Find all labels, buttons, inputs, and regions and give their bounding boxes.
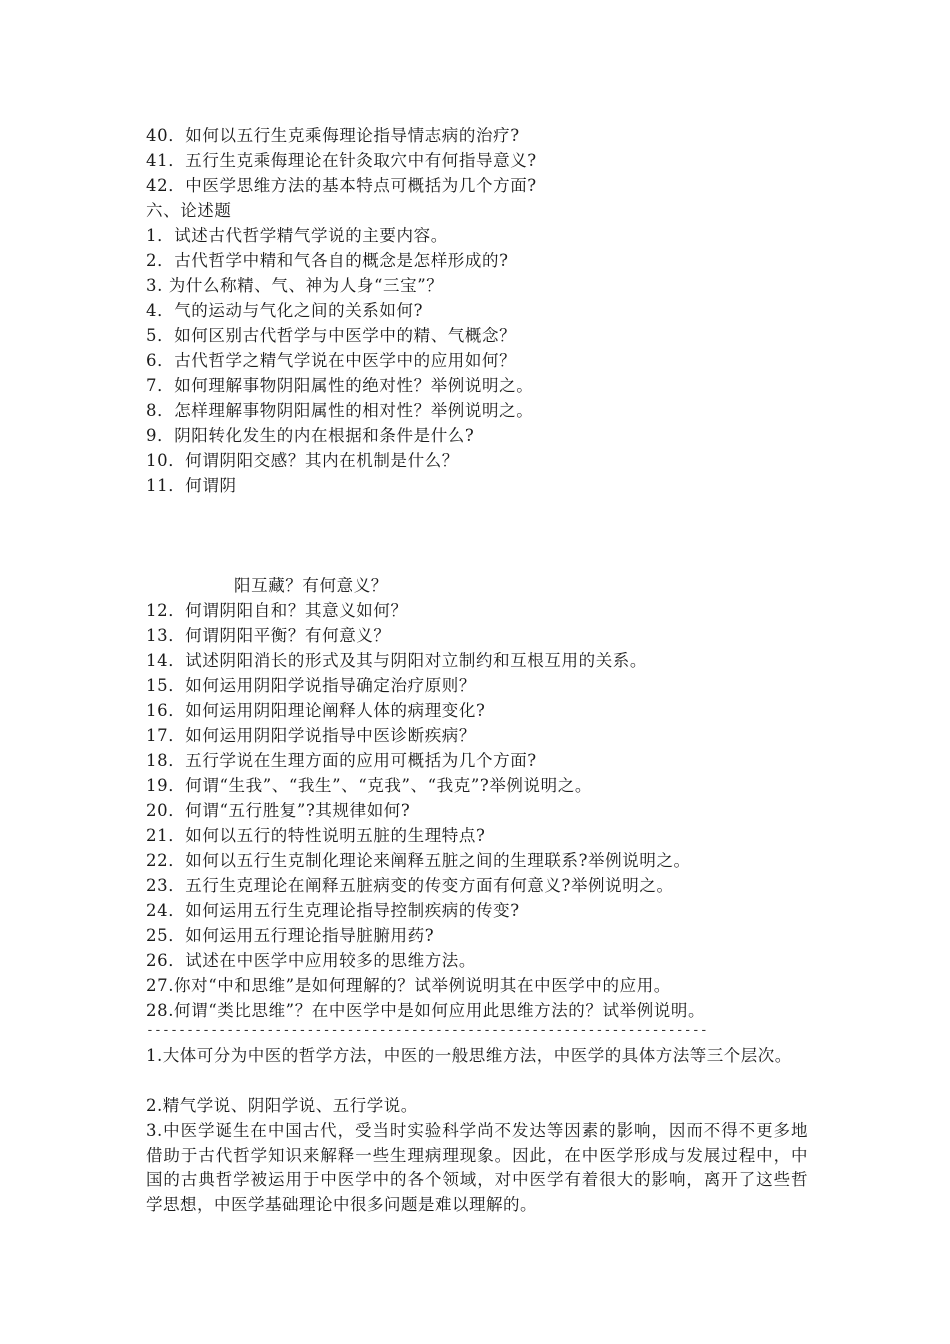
essay-question-24: 24．如何运用五行生克理论指导控制疾病的传变? [146, 901, 520, 920]
essay-question-17: 17．如何运用阴阳学说指导中医诊断疾病？ [146, 726, 476, 745]
essay-question-25: 25．如何运用五行理论指导脏腑用药? [146, 926, 435, 945]
essay-question-11-continuation: 阳互藏？有何意义？ [234, 576, 388, 595]
question-40: 40．如何以五行生克乘侮理论指导情志病的治疗? [146, 126, 520, 145]
essay-question-4: 4．气的运动与气化之间的关系如何? [146, 301, 424, 320]
answer-2: 2.精气学说、阴阳学说、五行学说。 [146, 1096, 418, 1115]
essay-question-8: 8．怎样理解事物阴阳属性的相对性？举例说明之。 [146, 401, 534, 420]
essay-question-16: 16．如何运用阴阳理论阐释人体的病理变化? [146, 701, 486, 720]
essay-question-10: 10．何谓阴阳交感？其内在机制是什么？ [146, 451, 459, 470]
essay-question-2: 2．古代哲学中精和气各自的概念是怎样形成的? [146, 251, 509, 270]
essay-question-3: 3. 为什么称精、气、神为人身“三宝”？ [146, 276, 444, 295]
essay-question-19: 19．何谓“生我”、“我生”、“克我”、“我克”?举例说明之。 [146, 776, 592, 795]
essay-question-6: 6．古代哲学之精气学说在中医学中的应用如何？ [146, 351, 517, 370]
essay-question-13: 13．何谓阴阳平衡？有何意义？ [146, 626, 391, 645]
essay-question-23: 23．五行生克理论在阐释五脏病变的传变方面有何意义?举例说明之。 [146, 876, 674, 895]
essay-question-28: 28.何谓“类比思维”？在中医学中是如何应用此思维方法的？试举例说明。 [146, 1001, 706, 1020]
essay-question-26: 26．试述在中医学中应用较多的思维方法。 [146, 951, 476, 970]
essay-question-21: 21．如何以五行的特性说明五脏的生理特点? [146, 826, 486, 845]
essay-question-18: 18．五行学说在生理方面的应用可概括为几个方面? [146, 751, 537, 770]
essay-question-27: 27.你对“中和思维”是如何理解的？试举例说明其在中医学中的应用。 [146, 976, 671, 995]
essay-question-14: 14．试述阴阳消长的形式及其与阴阳对立制约和互根互用的关系。 [146, 651, 647, 670]
essay-question-12: 12．何谓阴阳自和？其意义如何？ [146, 601, 408, 620]
essay-question-1: 1．试述古代哲学精气学说的主要内容。 [146, 226, 448, 245]
essay-question-5: 5．如何区别古代哲学与中医学中的精、气概念？ [146, 326, 517, 345]
answer-1: 1.大体可分为中医的哲学方法，中医的一般思维方法，中医学的具体方法等三个层次。 [146, 1046, 792, 1065]
answer-divider: ---------------------------------------------------------------------- [146, 1023, 708, 1038]
section-heading: 六、论述题 [146, 201, 232, 220]
essay-question-15: 15．如何运用阴阳学说指导确定治疗原则？ [146, 676, 476, 695]
essay-question-7: 7．如何理解事物阴阳属性的绝对性？举例说明之。 [146, 376, 534, 395]
essay-question-20: 20．何谓“五行胜复”?其规律如何? [146, 801, 411, 820]
essay-question-9: 9．阴阳转化发生的内在根据和条件是什么? [146, 426, 475, 445]
essay-question-22: 22．如何以五行生克制化理论来阐释五脏之间的生理联系?举例说明之。 [146, 851, 691, 870]
question-42: 42．中医学思维方法的基本特点可概括为几个方面? [146, 176, 537, 195]
question-41: 41．五行生克乘侮理论在针灸取穴中有何指导意义? [146, 151, 537, 170]
essay-question-11-start: 11．何谓阴 [146, 476, 237, 495]
answer-3: 3.中医学诞生在中国古代，受当时实验科学尚不发达等因素的影响，因而不得不更多地借助于古代哲学知识来解释一些生理病理现象。因此，在中医学形成与发展过程中，中国的古典哲学被运用于中医学中的各个领域，对中医学有着很大的影响，离开了这些哲学思想，中医学基础理论中很多问题是难以理解的。 [146, 1121, 808, 1214]
